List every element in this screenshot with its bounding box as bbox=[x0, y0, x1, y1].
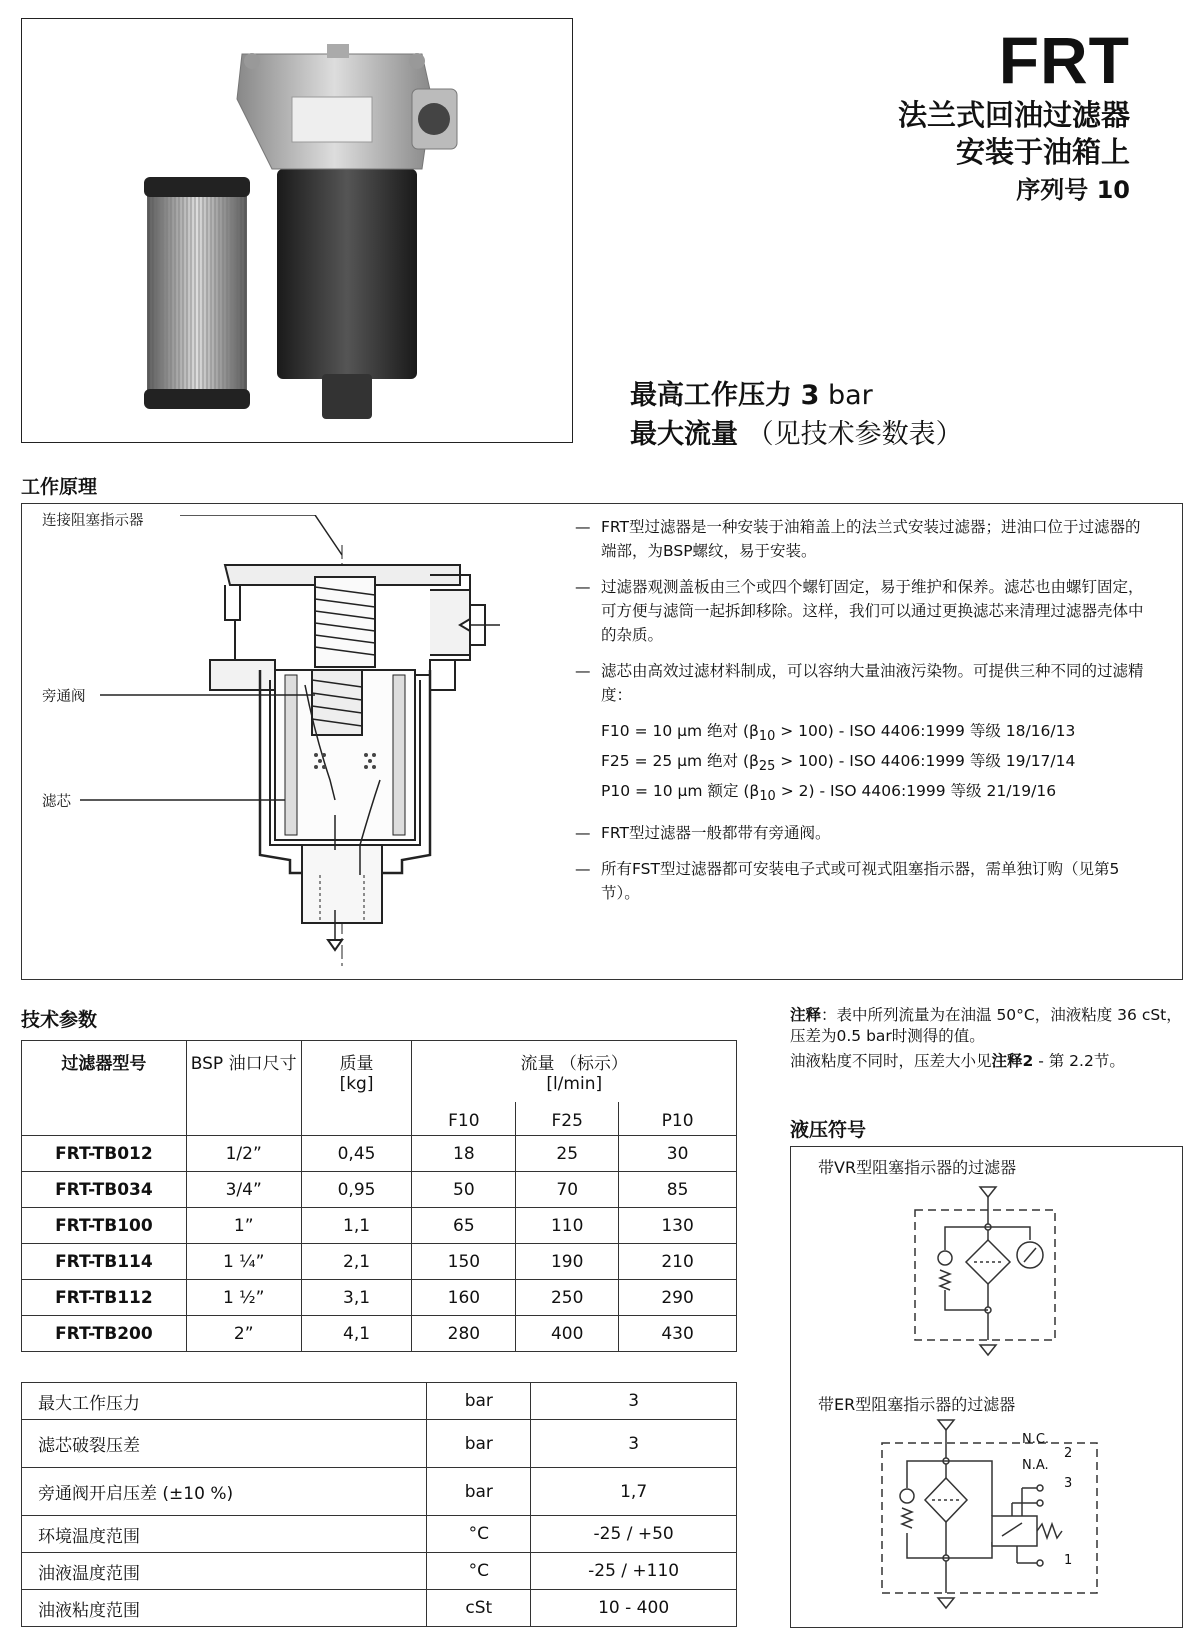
bullet-item bbox=[575, 821, 1155, 845]
port-3-label: 3 bbox=[1064, 1476, 1073, 1491]
max-pressure-unit: bar bbox=[827, 380, 873, 411]
header-mass-label: 质量 bbox=[339, 1054, 374, 1074]
label-element: 滤芯 bbox=[42, 794, 71, 810]
parameter-table bbox=[21, 1382, 737, 1627]
product-title-line2: 安装于油箱上 bbox=[955, 135, 1130, 169]
er-label: 带ER型阻塞指示器的过滤器 bbox=[818, 1395, 1016, 1414]
tech-section-title: 技术参数 bbox=[21, 1009, 98, 1031]
table-row: 油液温度范围 °C -25 / +110 bbox=[22, 1553, 737, 1590]
table-row: FRT-TB100 1” 1,1 65 110 130 bbox=[22, 1208, 737, 1244]
bullet-item bbox=[575, 575, 1155, 647]
table-row: FRT-TB112 1 ½” 3,1 160 250 290 bbox=[22, 1280, 737, 1316]
model-table bbox=[21, 1040, 737, 1352]
max-flow-note: （见技术参数表） bbox=[746, 419, 963, 450]
bullet-dash: — bbox=[575, 578, 591, 596]
product-photo bbox=[21, 18, 573, 443]
header-flow-unit: [l/min] bbox=[546, 1074, 603, 1094]
bullet-dash: — bbox=[575, 518, 591, 536]
vr-label: 带VR型阻塞指示器的过滤器 bbox=[818, 1158, 1017, 1177]
bullet-text: 所有FST型过滤器都可安装电子式或可视式阻塞指示器，需单独订购（见第5节）。 bbox=[601, 860, 1120, 903]
header-flow-label: 流量 （标示） bbox=[520, 1054, 628, 1074]
na-label: N.A. bbox=[1022, 1458, 1049, 1473]
header-mass-unit: [kg] bbox=[339, 1074, 374, 1094]
header-p10: P10 bbox=[619, 1102, 737, 1136]
flow-note bbox=[790, 1005, 1190, 1072]
vr-hydraulic-symbol bbox=[900, 1185, 1070, 1385]
note-line2: 油液粘度不同时，压差大小见注释2 - 第 2.2节。 bbox=[790, 1052, 1125, 1070]
bullet-item bbox=[575, 515, 1155, 563]
table-row: 滤芯破裂压差 bar 3 bbox=[22, 1420, 737, 1468]
series-label: 序列号 10 bbox=[1016, 176, 1130, 204]
table-row: FRT-TB012 1/2” 0,45 18 25 30 bbox=[22, 1136, 737, 1172]
max-flow-label: 最大流量 bbox=[630, 419, 738, 450]
table-row: 环境温度范围 °C -25 / +50 bbox=[22, 1516, 737, 1553]
table-row: FRT-TB034 3/4” 0,95 50 70 85 bbox=[22, 1172, 737, 1208]
note-label: 注释 bbox=[790, 1006, 822, 1024]
max-pressure-value: 3 bbox=[800, 380, 820, 411]
principle-bullets bbox=[575, 515, 1155, 917]
bullet-text: FRT型过滤器一般都带有旁通阀。 bbox=[601, 824, 831, 843]
bullet-item bbox=[575, 857, 1155, 905]
bullet-dash: — bbox=[575, 860, 591, 879]
bullet-text: 过滤器观测盖板由三个或四个螺钉固定，易于维护和保养。滤芯也由螺钉固定，可方便与滤筒一起拆卸移除。这样，我们可以通过更换滤芯来清理过滤器壳体中的杂质。 bbox=[601, 578, 1144, 644]
table-row: 旁通阀开启压差 (±10 %) bar 1,7 bbox=[22, 1468, 737, 1516]
note-line1-text: ：表中所列流量为在油温 50°C，油液粘度 36 cSt，压差为0.5 bar时测得的值。 bbox=[790, 1006, 1182, 1045]
table-row: 最大工作压力 bar 3 bbox=[22, 1383, 737, 1420]
header-model: 过滤器型号 bbox=[22, 1041, 187, 1136]
bullet-dash: — bbox=[575, 824, 591, 843]
header-f25: F25 bbox=[516, 1102, 619, 1136]
max-pressure-label: 最高工作压力 bbox=[630, 380, 792, 411]
hydraulic-section-title: 液压符号 bbox=[790, 1119, 867, 1141]
header-flow bbox=[412, 1041, 737, 1102]
er-hydraulic-symbol bbox=[872, 1418, 1117, 1623]
bullet-item bbox=[575, 659, 1155, 707]
header-f10: F10 bbox=[412, 1102, 516, 1136]
bullet-text: 滤芯由高效过滤材料制成，可以容纳大量油液污染物。可提供三种不同的过滤精度： bbox=[601, 662, 1144, 704]
port-1-label: 1 bbox=[1064, 1553, 1073, 1568]
nc-label: N.C. bbox=[1022, 1432, 1050, 1447]
note-line1 bbox=[790, 1005, 1190, 1047]
grade-f10: F10 = 10 µm 绝对 $(\beta_{10} > 100)$ - ISO 4406:1999 等级 18/16/13 bbox=[601, 722, 1076, 745]
grade-f25: F25 = 25 µm 绝对 $(\beta_{25} > 100)$ - ISO 4406:1999 等级 19/17/14 bbox=[601, 752, 1076, 775]
table-row: FRT-TB200 2” 4,1 280 400 430 bbox=[22, 1316, 737, 1352]
port-2-label: 2 bbox=[1064, 1446, 1073, 1461]
header-mass bbox=[301, 1041, 412, 1136]
label-bypass: 旁通阀 bbox=[42, 689, 86, 705]
table-row: 油液粘度范围 cSt 10 - 400 bbox=[22, 1590, 737, 1627]
filtration-grades bbox=[575, 719, 1155, 809]
filter-photo-illustration bbox=[22, 19, 571, 441]
filter-cross-section-diagram bbox=[30, 515, 560, 970]
header-bsp: BSP 油口尺寸 bbox=[186, 1041, 301, 1136]
bullet-text: FRT型过滤器是一种安装于油箱盖上的法兰式安装过滤器；进油口位于过滤器的端部，为BSP螺纹，易于安装。 bbox=[601, 518, 1141, 560]
product-title-line1: 法兰式回油过滤器 bbox=[897, 98, 1130, 132]
bullet-dash: — bbox=[575, 662, 591, 680]
model-title: FRT bbox=[998, 23, 1130, 97]
max-flow-line bbox=[630, 412, 963, 451]
max-pressure-line bbox=[630, 373, 873, 412]
principle-section-title: 工作原理 bbox=[21, 476, 98, 498]
grade-p10: P10 = 10 µm 额定 $(\beta_{10} > 2)$ - ISO 4406:1999 等级 21/19/16 bbox=[601, 782, 1057, 805]
table-row: FRT-TB114 1 ¼” 2,1 150 190 210 bbox=[22, 1244, 737, 1280]
label-indicator: 连接阻塞指示器 bbox=[42, 513, 144, 529]
